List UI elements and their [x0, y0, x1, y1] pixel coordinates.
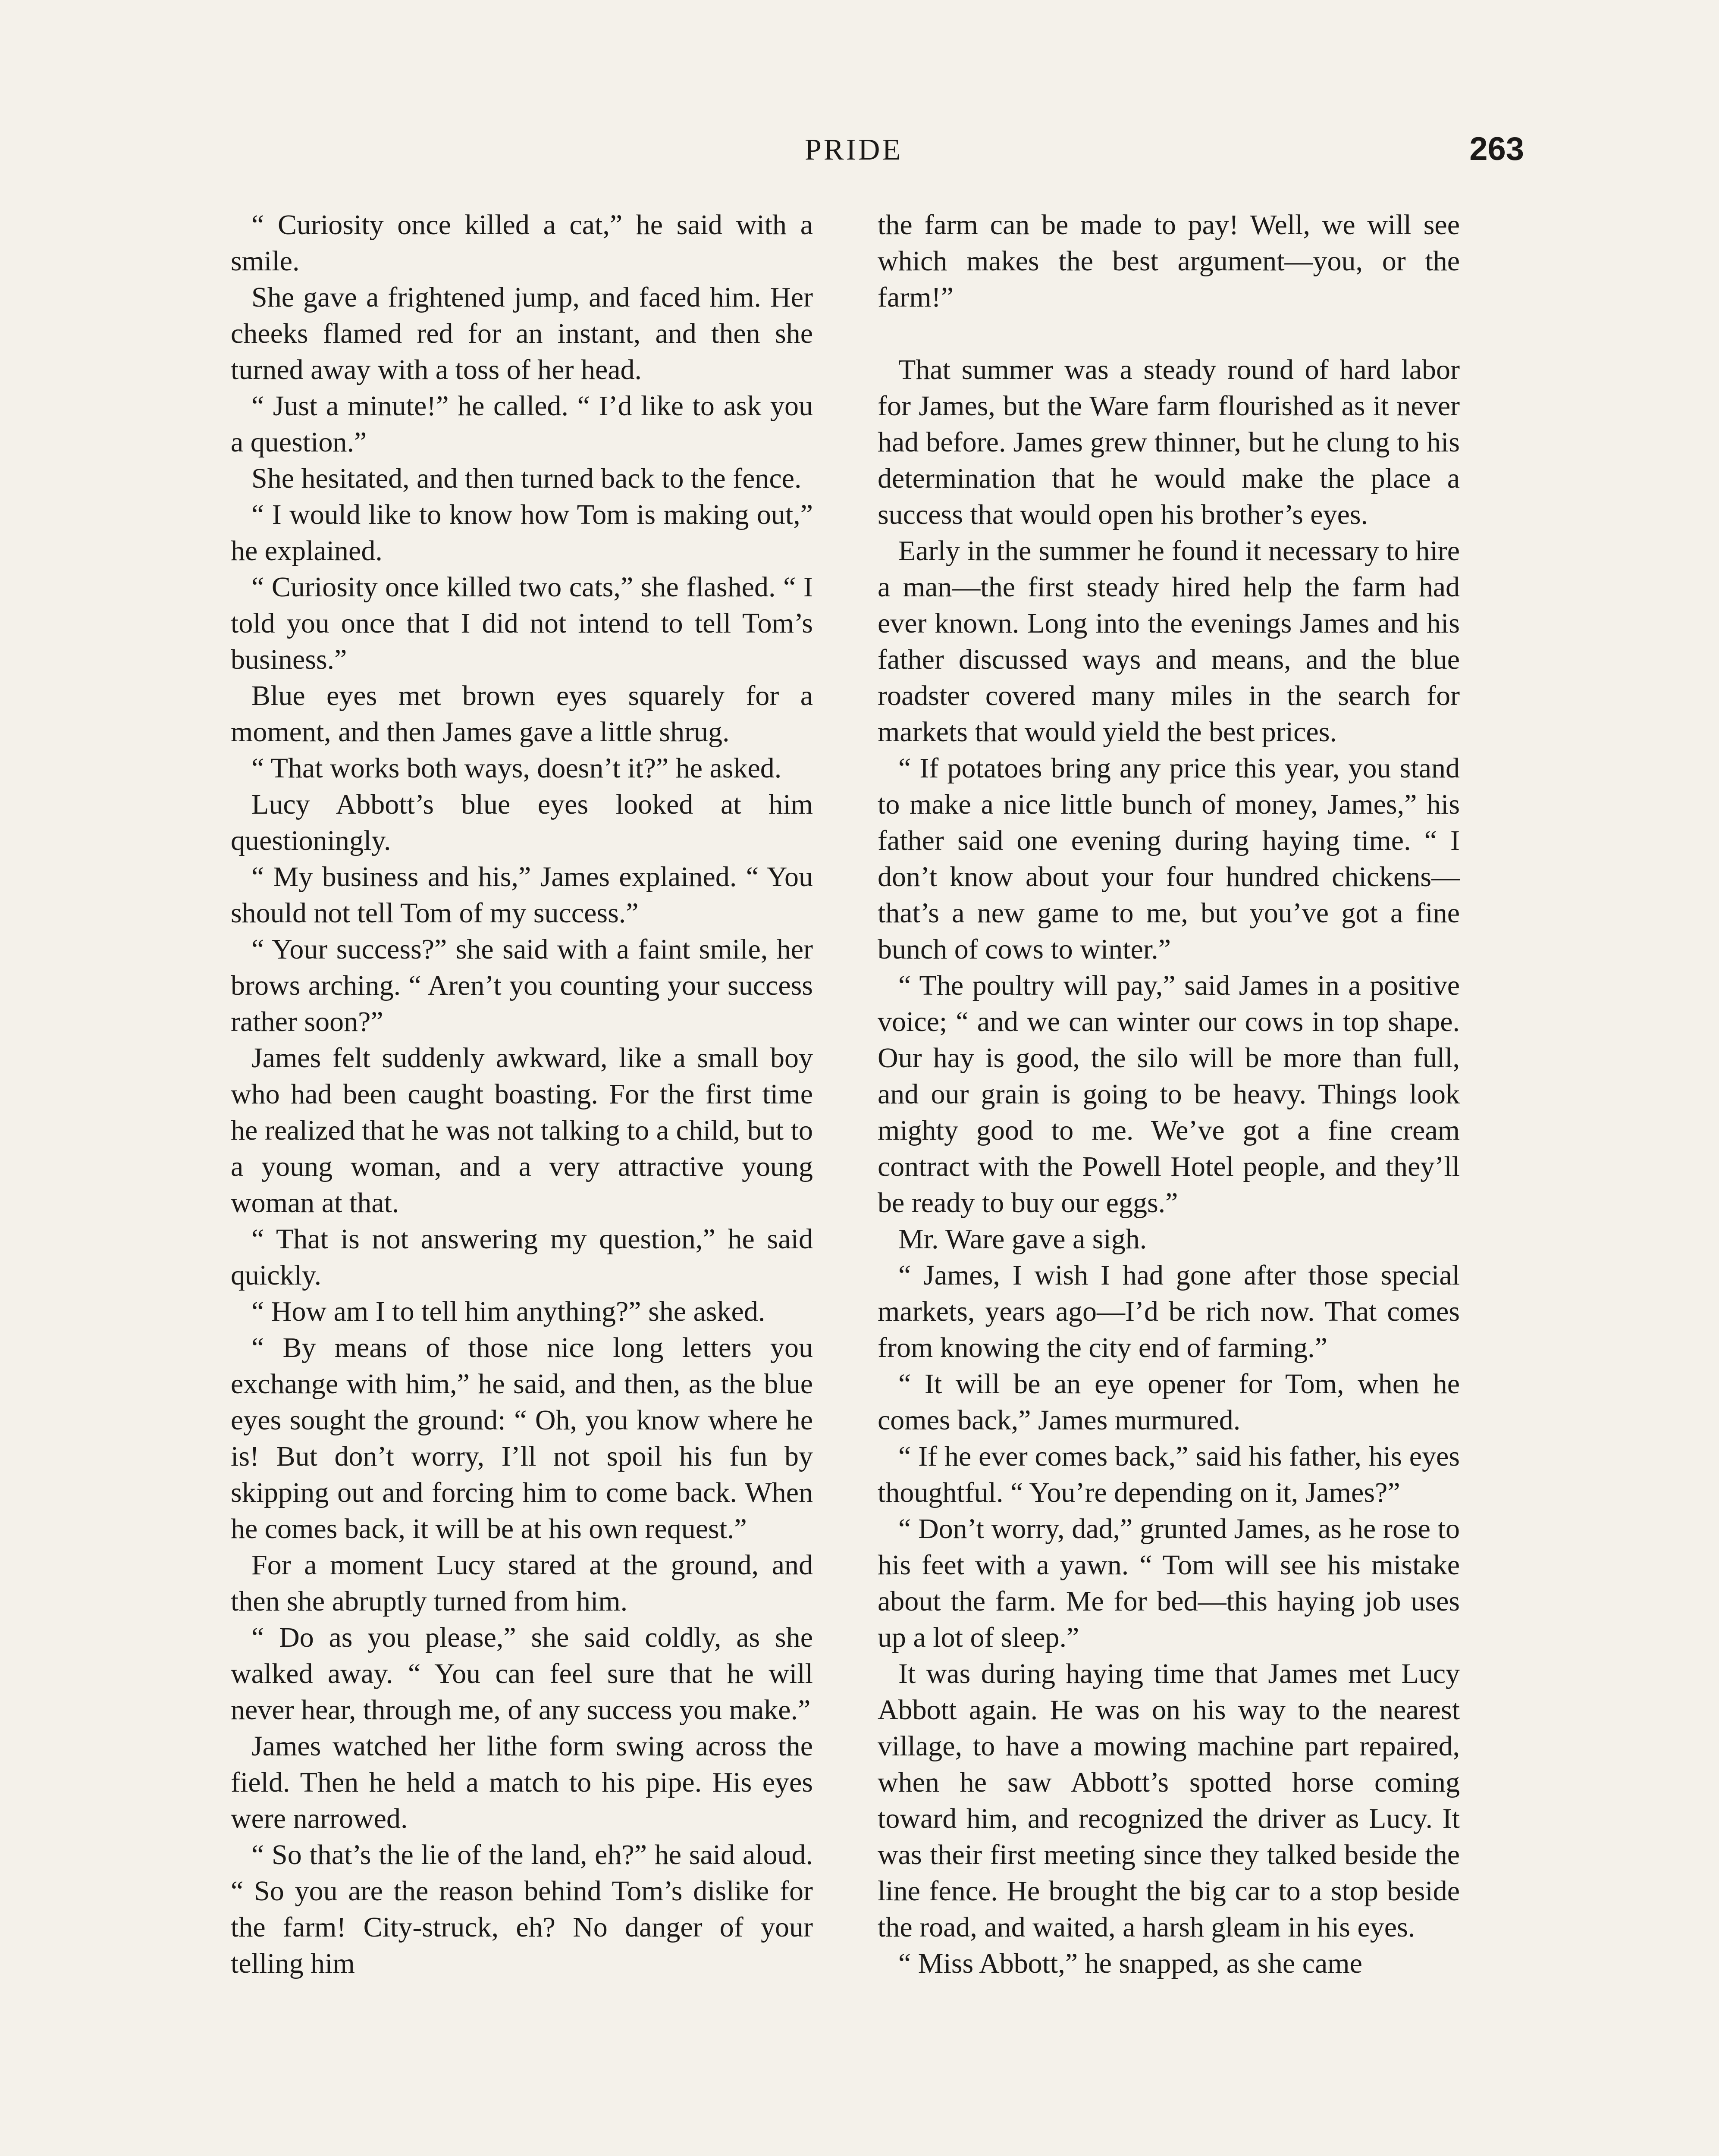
paragraph: James watched her lithe form swing across the field. Then he held a match to his pipe. His eyes were narrowed.: [231, 1730, 813, 1834]
paragraph: “ That is not answering my question,” he said quickly.: [231, 1223, 813, 1291]
left-column: [231, 207, 813, 1982]
paragraph: It was during haying time that James met Lucy Abbott again. He was on his way to the nearest village, to have a mowing machine part repaired, when he saw Abbott’s spotted horse coming toward him, and recognized the driver as Lucy. It was their first meeting since they talked beside the line fence. He brought the big car to a stop beside the road, and waited, a harsh gleam in his eyes.: [878, 1658, 1460, 1943]
paragraph: “ How am I to tell him anything?” she asked.: [251, 1296, 765, 1327]
paragraph: “ If he ever comes back,” said his father, his eyes thoughtful. “ You’re depending on it, James?”: [878, 1441, 1460, 1508]
paragraph: “ So that’s the lie of the land, eh?” he said aloud. “ So you are the reason behind Tom’s dislike for the farm! City-struck, eh? No danger of your telling him: [231, 1839, 813, 1979]
paragraph: She hesitated, and then turned back to the fence.: [251, 463, 802, 494]
paragraph: James felt suddenly awkward, like a small boy who had been caught boasting. For the first time he realized that he was not talking to a child, but to a young woman, and a very attractive young woman at that.: [231, 1042, 813, 1219]
running-head: PRIDE: [805, 133, 903, 166]
paragraph: “ I would like to know how Tom is making out,” he explained.: [231, 499, 813, 567]
page-number: 263: [1469, 131, 1524, 167]
paragraph: Mr. Ware gave a sigh.: [898, 1223, 1147, 1255]
paragraph: “ Do as you please,” she said coldly, as she walked away. “ You can feel sure that he will never hear, through me, of any success you make.”: [231, 1622, 813, 1726]
paragraph: “ Curiosity once killed two cats,” she flashed. “ I told you once that I did not intend to tell Tom’s business.”: [231, 571, 813, 675]
paragraph: “ Miss Abbott,” he snapped, as she came: [898, 1948, 1362, 1979]
paragraph: Early in the summer he found it necessary to hire a man—the first steady hired help the farm had ever known. Long into the evenings James and his father discussed ways and means, and the blue roadster covered many miles in the search for markets that would yield the best prices.: [878, 535, 1460, 748]
paragraph: “ The poultry will pay,” said James in a positive voice; “ and we can winter our cows in top shape. Our hay is good, the silo will be more than full, and our grain is going to be heavy. Things look mighty good to me. We’ve got a fine cream contract with the Powell Hotel people, and they’ll be ready to buy our eggs.”: [878, 970, 1460, 1219]
paragraph: That summer was a steady round of hard labor for James, but the Ware farm flourished as it never had before. James grew thinner, but he clung to his determination that he would make the place a success that would open his brother’s eyes.: [878, 354, 1460, 530]
right-column: [878, 207, 1460, 1982]
paragraph: “ That works both ways, doesn’t it?” he asked.: [251, 752, 782, 784]
paragraph: “ Curiosity once killed a cat,” he said with a smile.: [231, 209, 813, 277]
paragraph: “ By means of those nice long letters you exchange with him,” he said, and then, as the blue eyes sought the ground: “ Oh, you know where he is! But don’t worry, I’ll not spoil his fun by skipping out and forcing him to come back. When he comes back, it will be at his own request.”: [231, 1332, 813, 1545]
paragraph: “ James, I wish I had gone after those special markets, years ago—I’d be rich now. That comes from knowing the city end of farming.”: [878, 1260, 1460, 1363]
paragraph: “ Just a minute!” he called. “ I’d like to ask you a question.”: [231, 390, 813, 458]
paragraph: “ Don’t worry, dad,” grunted James, as he rose to his feet with a yawn. “ Tom will see his mistake about the farm. Me for bed—this haying job uses up a lot of sleep.”: [878, 1513, 1460, 1653]
paragraph: “ If potatoes bring any price this year, you stand to make a nice little bunch of money, James,” his father said one evening during haying time. “ I don’t know about your four hundred chickens—that’s a new game to me, but you’ve got a fine bunch of cows to winter.”: [878, 752, 1460, 965]
paragraph: Lucy Abbott’s blue eyes looked at him questioningly.: [231, 789, 813, 856]
paragraph-continued: the farm can be made to pay! Well, we will see which makes the best argument—you, or the farm!”: [878, 209, 1460, 313]
paragraph: Blue eyes met brown eyes squarely for a moment, and then James gave a little shrug.: [231, 680, 813, 748]
paragraph: For a moment Lucy stared at the ground, and then she abruptly turned from him.: [231, 1549, 813, 1617]
paragraph: “ My business and his,” James explained. “ You should not tell Tom of my success.”: [231, 861, 813, 929]
paragraph: “ Your success?” she said with a faint smile, her brows arching. “ Aren’t you counting your success rather soon?”: [231, 934, 813, 1037]
paragraph: She gave a frightened jump, and faced him. Her cheeks flamed red for an instant, and then she turned away with a toss of her head.: [231, 282, 813, 385]
paragraph: “ It will be an eye opener for Tom, when he comes back,” James murmured.: [878, 1368, 1460, 1436]
